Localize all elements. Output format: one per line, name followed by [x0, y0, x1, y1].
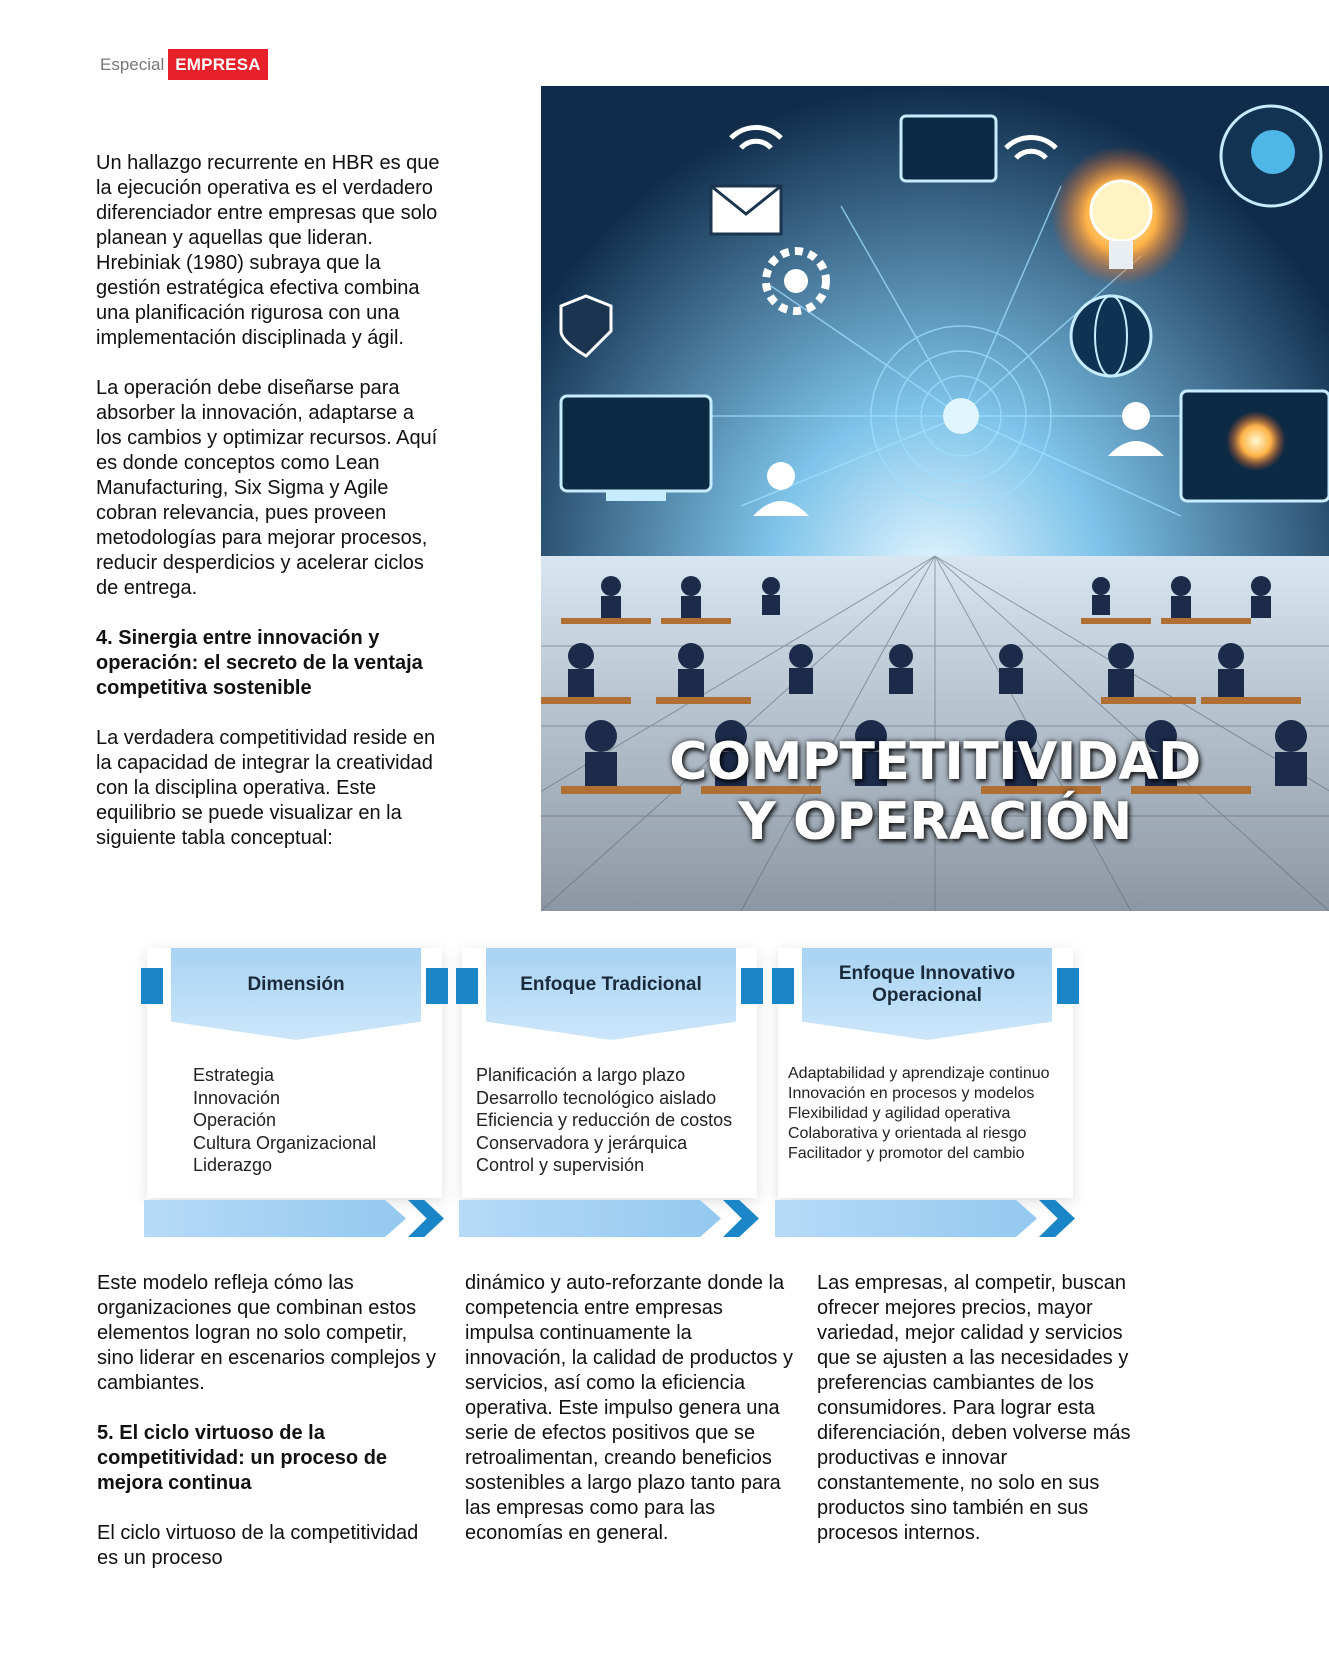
- article-column-top: [96, 151, 441, 876]
- envelope-icon: [711, 186, 781, 234]
- list-item: Facilitador y promotor del cambio: [788, 1145, 1025, 1162]
- section-badge: EMPRESA: [168, 49, 267, 80]
- tab-accent: [426, 968, 448, 1004]
- hero-title: [541, 732, 1329, 852]
- globe-icon: [1071, 296, 1151, 376]
- chevron-right-icon: [408, 1200, 444, 1237]
- paragraph: La verdadera competitividad reside en la capacidad de integrar la creatividad con la disciplina operativa. Este equilibrio se puede visualizar en la siguiente tabla conceptual:: [96, 727, 436, 849]
- article-column-bottom-2: [465, 1271, 795, 1571]
- section-header: [100, 49, 268, 80]
- list-item: Control y supervisión: [476, 1155, 645, 1175]
- paragraph: Un hallazgo recurrente en HBR es que la ejecución operativa es el verdadero diferenciador entre empresas que solo planean y aquellas que lideran. Hrebiniak (1980) subraya que la gestión estratégica efectiva combina una planificación rigurosa con una implementación disciplinada y ágil.: [96, 152, 440, 349]
- paragraph: Las empresas, al competir, buscan ofrecer mejores precios, mayor variedad, mejor calidad y servicios que se ajusten a las necesidades y preferencias cambiantes de los consumidores. Para lograr esta diferenciación, deben volverse más productivas e innovar constantemente, no solo en sus productos sino también en sus procesos internos.: [817, 1272, 1131, 1544]
- paragraph: La operación debe diseñarse para absorber la innovación, adaptarse a los cambios y optimizar recursos. Aquí es donde conceptos como Lean Manufacturing, Six Sigma y Agile cobran relevancia, pues proveen metodologías para mejorar procesos, reducir desperdicios y acelerar ciclos de entrega.: [96, 377, 438, 599]
- arrow-bar: [775, 1200, 1037, 1237]
- tab-accent: [1057, 968, 1079, 1004]
- tab-accent: [772, 968, 794, 1004]
- brain-head-icon: [1221, 106, 1321, 206]
- list-item: Operación: [193, 1110, 277, 1130]
- section-heading: 4. Sinergia entre innovación y operación: el secreto de la ventaja competitiva sostenible: [96, 627, 423, 699]
- list-item: Conservadora y jerárquica: [476, 1132, 688, 1153]
- hero-title-line: Y OPERACIÓN: [738, 792, 1132, 852]
- core-node: [943, 398, 979, 434]
- section-label: Especial: [100, 54, 165, 74]
- arrow-bar: [459, 1200, 721, 1237]
- column-header: Dimensión: [247, 974, 345, 995]
- tab-accent: [456, 968, 478, 1004]
- paragraph: dinámico y auto-reforzante donde la competencia entre empresas impulsa continuamente la innovación, la calidad de productos y servicios, así como la eficiencia operativa. Este impulso genera una serie de efectos positivos que se retroalimentan, creando beneficios sostenibles a largo plazo tanto para las empresas como para las economías en general.: [465, 1272, 793, 1544]
- table-column-dimension: [147, 948, 442, 1198]
- paragraph: Este modelo refleja cómo las organizaciones que combinan estos elementos logran no solo competir, sino liderar en escenarios complejos y cambiantes.: [97, 1272, 437, 1394]
- list-item: Flexibilidad y agilidad operativa: [788, 1105, 1011, 1122]
- hero-title-line: COMPTETITIVIDAD: [669, 732, 1201, 792]
- arrow-bar: [144, 1200, 406, 1237]
- column-items: [476, 1064, 732, 1177]
- article-column-bottom-3: [817, 1271, 1137, 1571]
- column-header: Enfoque Tradicional: [520, 974, 702, 995]
- hero-illustration: [541, 86, 1329, 911]
- column-header: Enfoque Innovativo Operacional: [838, 963, 1016, 1006]
- tab-accent: [741, 968, 763, 1004]
- chevron-right-icon: [723, 1200, 759, 1237]
- list-item: Cultura Organizacional: [193, 1132, 377, 1153]
- article-column-bottom-1: [97, 1271, 442, 1596]
- list-item: Planificación a largo plazo: [476, 1065, 686, 1085]
- section-heading: 5. El ciclo virtuoso de la competitividad: un proceso de mejora continua: [97, 1422, 388, 1494]
- monitor-icon: [1181, 391, 1329, 501]
- table-column-traditional: [462, 948, 757, 1198]
- list-item: Estrategia: [193, 1065, 275, 1085]
- paragraph: El ciclo virtuoso de la competitividad es un proceso: [97, 1522, 419, 1569]
- chevron-right-icon: [1039, 1200, 1075, 1237]
- monitor-icon: [901, 116, 996, 181]
- column-items: [193, 1064, 376, 1177]
- list-item: Innovación: [193, 1087, 281, 1108]
- list-item: Eficiencia y reducción de costos: [476, 1110, 733, 1130]
- column-items: [788, 1064, 1050, 1164]
- table-column-innovative: [778, 948, 1073, 1198]
- lightbulb-icon: [1051, 146, 1191, 286]
- monitor-icon: [561, 396, 711, 501]
- list-item: Innovación en procesos y modelos: [788, 1085, 1035, 1102]
- list-item: Liderazgo: [193, 1155, 273, 1175]
- list-item: Colaborativa y orientada al riesgo: [788, 1125, 1027, 1142]
- list-item: Desarrollo tecnológico aislado: [476, 1087, 717, 1108]
- list-item: Adaptabilidad y aprendizaje continuo: [788, 1065, 1050, 1082]
- tab-accent: [141, 968, 163, 1004]
